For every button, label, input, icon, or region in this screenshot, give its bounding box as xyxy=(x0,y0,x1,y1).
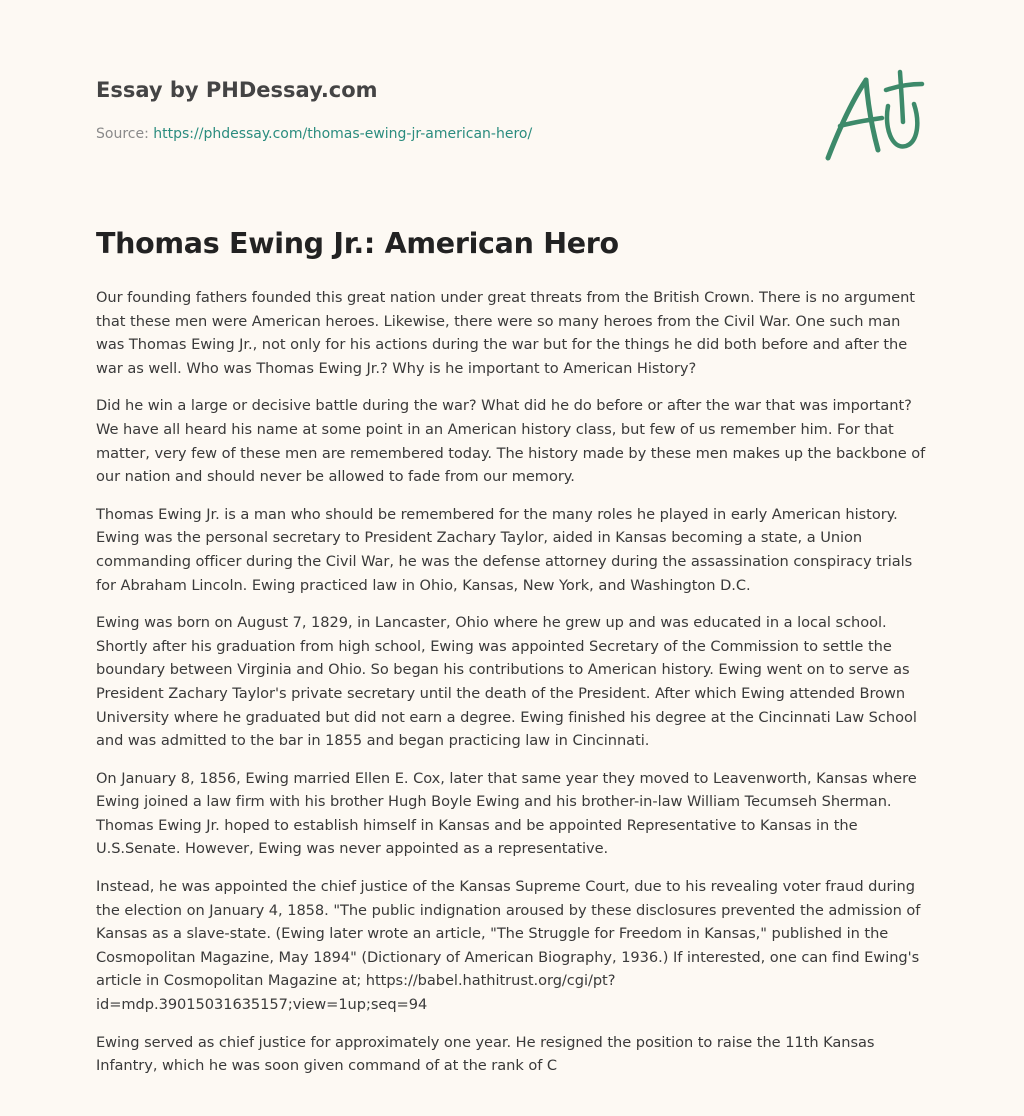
essay-paragraph: Thomas Ewing Jr. is a man who should be remembered for the many roles he played in early American history. Ewing was the personal secretary to President Zachary Taylor, aided in Kansas becoming a state, a Union commanding officer during the Civil War, he was the defense attorney during the assassination conspiracy trials for Abraham Lincoln. Ewing practiced law in Ohio, Kansas, New York, and Washington D.C. xyxy=(96,505,913,594)
essay-paragraph: Instead, he was appointed the chief justice of the Kansas Supreme Court, due to his revealing voter fraud during the election on January 4, 1858. "The public indignation aroused by these disclosures prevented the admission of Kansas as a slave-state. (Ewing later wrote an article, "The Struggle for Freedom in Kansas," published in the Cosmopolitan Magazine, May 1894" (Dictionary of American Biography, 1936.) If interested, one can find Ewing's article in Cosmopolitan Magazine at; https://babel.hathitrust.org/cgi/pt?id=mdp.39015031635157;view=1up;seq=94 xyxy=(96,878,921,1014)
source-link[interactable]: https://phdessay.com/thomas-ewing-jr-american-hero/ xyxy=(153,126,533,142)
site-title: Essay by PHDessay.com xyxy=(96,78,378,102)
essay-paragraph: Did he win a large or decisive battle during the war? What did he do before or after the war that was important? We have all heard his name at some point in an American history class, but few of us remember him. For that matter, very few of these men are remembered today. The history made by these men makes up the backbone of our nation and should never be allowed to fade from our memory. xyxy=(96,397,926,486)
a-plus-grade-icon xyxy=(822,66,930,166)
source-label: Source: xyxy=(96,126,154,142)
essay-body xyxy=(96,286,930,1092)
essay-paragraph: Ewing was born on August 7, 1829, in Lancaster, Ohio where he grew up and was educated in a local school. Shortly after his graduation from high school, Ewing was appointed Secretary of the Commission to settle the boundary between Virginia and Ohio. So began his contributions to American history. Ewing went on to serve as President Zachary Taylor's private secretary until the death of the President. After which Ewing attended Brown University where he graduated but did not earn a degree. Ewing finished his degree at the Cincinnati Law School and was admitted to the bar in 1855 and began practicing law in Cincinnati. xyxy=(96,614,917,750)
essay-paragraph: On January 8, 1856, Ewing married Ellen E. Cox, later that same year they moved to Leavenworth, Kansas where Ewing joined a law firm with his brother Hugh Boyle Ewing and his brother-in-law William Tecumseh Sherman. Thomas Ewing Jr. hoped to establish himself in Kansas and be appointed Representative to Kansas in the U.S.Senate. However, Ewing was never appointed as a representative. xyxy=(96,769,917,858)
page-header xyxy=(96,76,796,144)
essay-paragraph: Ewing served as chief justice for approximately one year. He resigned the position to raise the 11th Kansas Infantry, which he was soon given command of at the rank of C xyxy=(96,1033,875,1075)
essay-title: Thomas Ewing Jr.: American Hero xyxy=(96,227,619,260)
essay-paragraph: Our founding fathers founded this great nation under great threats from the British Crown. There is no argument that these men were American heroes. Likewise, there were so many heroes from the Civil War. One such man was Thomas Ewing Jr., not only for his actions during the war but for the things he did both before and after the war as well. Who was Thomas Ewing Jr.? Why is he important to American History? xyxy=(96,289,915,377)
source-line xyxy=(96,124,796,144)
